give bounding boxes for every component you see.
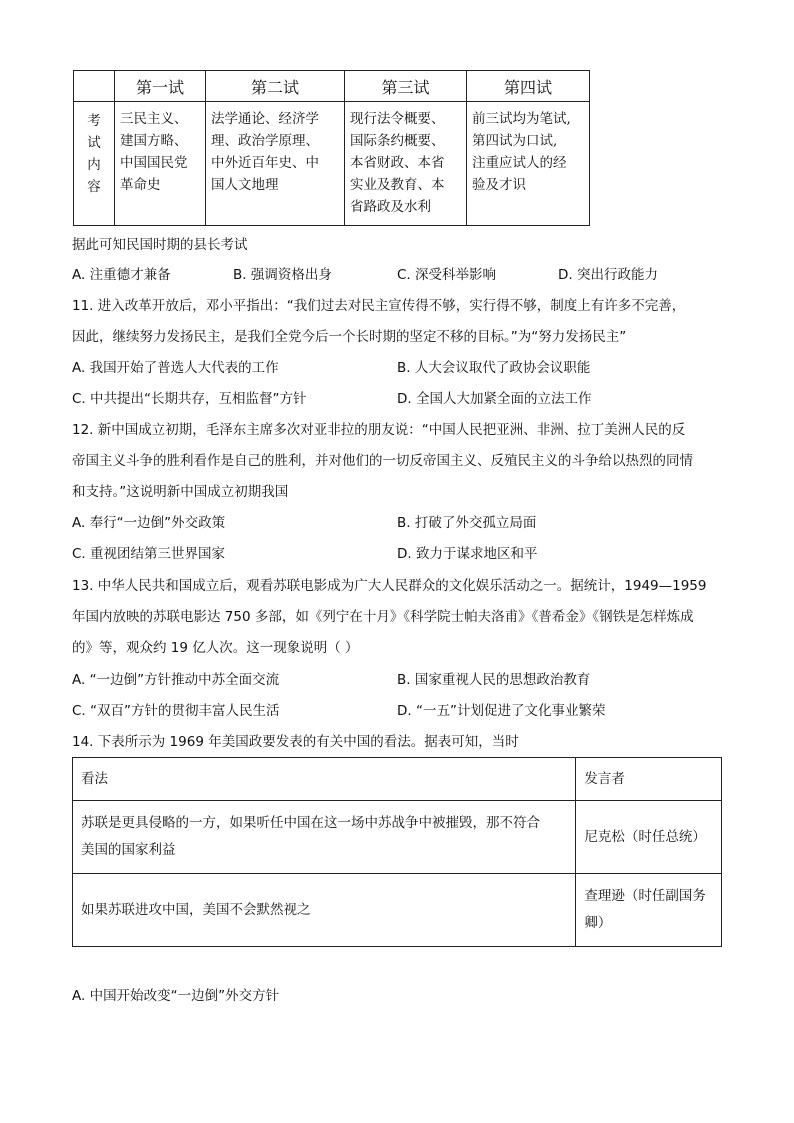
cell-line: 革命史 xyxy=(120,177,161,193)
table-row xyxy=(73,801,722,874)
q10-option-c[interactable]: C. 深受科举影响 xyxy=(397,267,497,283)
q12-option-c[interactable]: C. 重视团结第三世界国家 xyxy=(72,546,226,562)
q13-option-a[interactable]: A. “一边倒”方针推动中苏全面交流 xyxy=(72,672,280,688)
cell-line: 前三试均为笔试, xyxy=(472,111,571,127)
cell-line: 美国的国家利益 xyxy=(81,842,176,858)
cell-line: 验及才识 xyxy=(472,177,526,193)
table-row xyxy=(73,874,722,947)
cell-line: 本省财政、本省 xyxy=(350,155,445,171)
q10-option-a[interactable]: A. 注重德才兼备 xyxy=(72,267,171,283)
cell-third-exam xyxy=(345,102,467,226)
q10-option-d[interactable]: D. 突出行政能力 xyxy=(558,267,658,283)
cell-line: 实业及教育、本 xyxy=(350,177,445,193)
row-label-exam-content xyxy=(74,102,115,226)
q14-speaker-cell xyxy=(576,801,722,874)
cell-second-exam xyxy=(206,102,345,226)
q12-option-b[interactable]: B. 打破了外交孤立局面 xyxy=(397,515,537,531)
cell-line: 查理逊（时任副国务 xyxy=(584,888,706,904)
q11-option-d[interactable]: D. 全国人大加紧全面的立法工作 xyxy=(397,391,592,407)
cell-line: 卿） xyxy=(584,915,612,931)
q14-opinions-table xyxy=(72,757,722,947)
cell-line: 建国方略、 xyxy=(120,133,188,149)
q13-stem-line-1: 13. 中华人民共和国成立后，观看苏联电影成为广大人民群众的文化娱乐活动之一。据统计，1949—1959 xyxy=(72,578,707,594)
exam-table-content-row xyxy=(74,102,590,226)
q11-option-c[interactable]: C. 中共提出“长期共存，互相监督”方针 xyxy=(72,391,307,407)
q11-option-b[interactable]: B. 人大会议取代了政协会议职能 xyxy=(397,360,591,376)
q12-stem-line-3: 和支持。”这说明新中国成立初期我国 xyxy=(72,484,289,500)
q12-stem-line-1: 12. 新中国成立初期，毛泽东主席多次对亚非拉的朋友说：“中国人民把亚洲、非洲、拉丁美洲人民的反 xyxy=(72,422,686,438)
q10-stem: 据此可知民国时期的县长考试 xyxy=(72,237,248,253)
q12-option-d[interactable]: D. 致力于谋求地区和平 xyxy=(397,546,538,562)
q14-header-view: 看法 xyxy=(73,758,576,801)
cell-line: 中国国民党 xyxy=(120,155,188,171)
q11-stem-line-2: 因此，继续努力发扬民主，是我们全党今后一个长时期的坚定不移的目标。”为“努力发扬民主” xyxy=(72,329,627,345)
header-cell-third-exam: 第三试 xyxy=(345,71,467,102)
q14-header-speaker: 发言者 xyxy=(576,758,722,801)
q14-option-a[interactable]: A. 中国开始改变“一边倒”外交方针 xyxy=(72,988,280,1004)
q12-stem-line-2: 帝国主义斗争的胜利看作是自己的胜利，并对他们的一切反帝国主义、反殖民主义的斗争给以热烈的同情 xyxy=(72,453,693,469)
q14-stem: 14. 下表所示为 1969 年美国政要发表的有关中国的看法。据表可知，当时 xyxy=(72,734,519,750)
q14-table-header-row xyxy=(73,758,722,801)
q10-option-b[interactable]: B. 强调资格出身 xyxy=(233,267,332,283)
header-cell-first-exam: 第一试 xyxy=(115,71,206,102)
cell-fourth-exam xyxy=(467,102,590,226)
cell-line: 尼克松（时任总统） xyxy=(584,828,706,845)
cell-line: 省路政及水利 xyxy=(350,199,431,215)
cell-line: 国人文地理 xyxy=(211,177,279,193)
cell-line: 如果苏联进攻中国，美国不会默然视之 xyxy=(81,901,311,918)
cell-line: 注重应试人的经 xyxy=(472,155,567,171)
cell-line: 第四试为口试, xyxy=(472,133,558,149)
cell-line: 中外近百年史、中 xyxy=(211,155,319,171)
header-cell-second-exam: 第二试 xyxy=(206,71,345,102)
exam-table-header-row xyxy=(74,71,590,102)
cell-line: 理、政治学原理、 xyxy=(211,133,319,149)
q11-stem-line-1: 11. 进入改革开放后，邓小平指出：“我们过去对民主宣传得不够，实行得不够，制度上有许多不完善， xyxy=(72,298,686,314)
q14-view-cell xyxy=(73,801,576,874)
q12-option-a[interactable]: A. 奉行“一边倒”外交政策 xyxy=(72,515,226,531)
row-label-char: 容 xyxy=(87,179,101,195)
header-cell-empty xyxy=(74,71,115,102)
cell-line: 苏联是更具侵略的一方，如果听任中国在这一场中苏战争中被摧毁，那不符合 xyxy=(81,815,540,831)
q14-view-cell xyxy=(73,874,576,947)
q13-option-c[interactable]: C. “双百”方针的贯彻丰富人民生活 xyxy=(72,703,280,719)
row-label-char: 内 xyxy=(87,157,101,173)
exam-content-table xyxy=(73,70,590,226)
q14-speaker-cell xyxy=(576,874,722,947)
cell-line: 法学通论、经济学 xyxy=(211,111,319,127)
row-label-char: 考 xyxy=(87,113,101,129)
cell-line: 国际条约概要、 xyxy=(350,133,445,149)
cell-first-exam xyxy=(115,102,206,226)
q11-option-a[interactable]: A. 我国开始了普选人大代表的工作 xyxy=(72,360,279,376)
q13-stem-line-3: 的》等，观众约 19 亿人次。这一现象说明（ ） xyxy=(72,640,359,656)
q13-stem-line-2: 年国内放映的苏联电影达 750 多部，如《列宁在十月》《科学院士帕夫洛甫》《普希金》《钢铁是怎样炼成 xyxy=(72,609,694,625)
q13-option-b[interactable]: B. 国家重视人民的思想政治教育 xyxy=(397,672,591,688)
q13-option-d[interactable]: D. “一五”计划促进了文化事业繁荣 xyxy=(397,703,606,719)
row-label-char: 试 xyxy=(87,135,101,151)
cell-line: 现行法令概要、 xyxy=(350,111,445,127)
header-cell-fourth-exam: 第四试 xyxy=(467,71,590,102)
cell-line: 三民主义、 xyxy=(120,111,188,127)
